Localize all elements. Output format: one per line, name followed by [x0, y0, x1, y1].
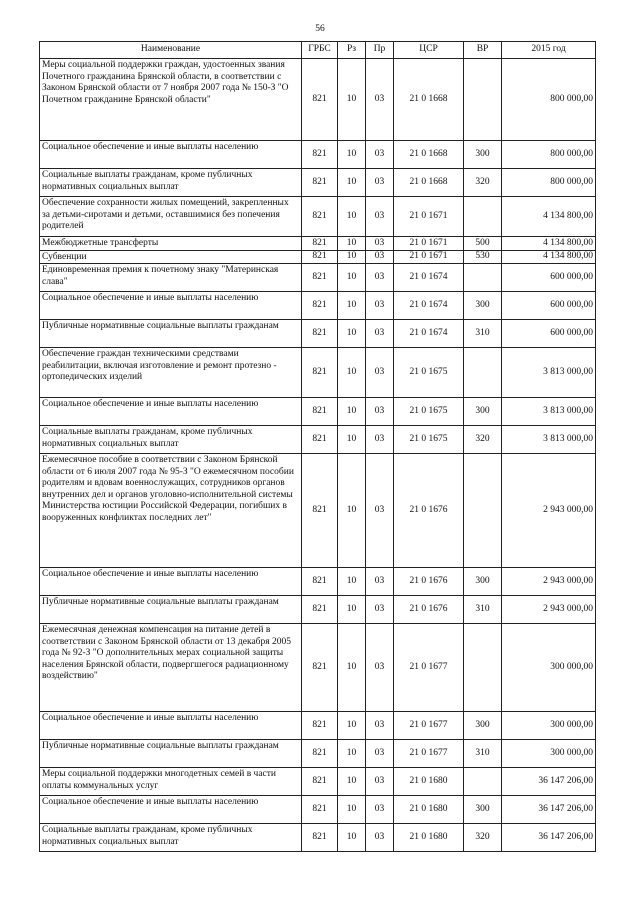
row-name: Социальные выплаты гражданам, кроме публичных нормативных социальных выплат: [40, 169, 302, 197]
row-amount: 2 943 000,00: [502, 568, 596, 596]
row-csr: 21 0 1680: [394, 796, 464, 824]
row-grbs: 821: [302, 141, 338, 169]
row-csr: 21 0 1677: [394, 624, 464, 712]
row-grbs: 821: [302, 768, 338, 796]
row-rz: 10: [338, 712, 366, 740]
table-row: [40, 454, 596, 568]
row-amount: 800 000,00: [502, 59, 596, 141]
table-row: [40, 320, 596, 348]
row-csr: 21 0 1676: [394, 596, 464, 624]
row-amount: 2 943 000,00: [502, 454, 596, 568]
row-csr: 21 0 1677: [394, 712, 464, 740]
table-row: [40, 768, 596, 796]
table-row: [40, 740, 596, 768]
row-amount: 3 813 000,00: [502, 348, 596, 398]
row-rz: 10: [338, 348, 366, 398]
table-row: [40, 624, 596, 712]
table-row: [40, 348, 596, 398]
row-vr: 310: [464, 596, 502, 624]
row-csr: 21 0 1676: [394, 568, 464, 596]
row-name: Меры социальной поддержки многодетных семей в части оплаты коммунальных услуг: [40, 768, 302, 796]
row-amount: 600 000,00: [502, 292, 596, 320]
row-grbs: 821: [302, 292, 338, 320]
row-name: Социальные выплаты гражданам, кроме публичных нормативных социальных выплат: [40, 426, 302, 454]
row-pr: 03: [366, 740, 394, 768]
row-amount: 4 134 800,00: [502, 250, 596, 264]
row-amount: 36 147 206,00: [502, 768, 596, 796]
row-grbs: 821: [302, 454, 338, 568]
row-rz: 10: [338, 398, 366, 426]
row-grbs: 821: [302, 250, 338, 264]
row-grbs: 821: [302, 568, 338, 596]
row-amount: 2 943 000,00: [502, 596, 596, 624]
row-csr: 21 0 1671: [394, 237, 464, 251]
row-pr: 03: [366, 796, 394, 824]
row-csr: 21 0 1676: [394, 454, 464, 568]
row-amount: 600 000,00: [502, 320, 596, 348]
row-csr: 21 0 1675: [394, 426, 464, 454]
row-amount: 300 000,00: [502, 712, 596, 740]
table-row: [40, 398, 596, 426]
row-name: Меры социальной поддержки граждан, удостоенных звания Почетного гражданина Брянской области, в соответствии с Законом Брянской области от 7 ноября 2007 года № 150-З "О Почетном гражданине Брянской области": [40, 59, 302, 141]
table-row: [40, 568, 596, 596]
row-csr: 21 0 1677: [394, 740, 464, 768]
col-header-year: 2015 год: [502, 42, 596, 59]
row-vr: 320: [464, 169, 502, 197]
col-header-csr: ЦСР: [394, 42, 464, 59]
row-csr: 21 0 1668: [394, 141, 464, 169]
row-pr: 03: [366, 348, 394, 398]
row-vr: 310: [464, 320, 502, 348]
table-row: [40, 169, 596, 197]
row-amount: 800 000,00: [502, 141, 596, 169]
row-rz: 10: [338, 796, 366, 824]
row-pr: 03: [366, 169, 394, 197]
row-vr: 300: [464, 292, 502, 320]
table-row: [40, 796, 596, 824]
row-name: Публичные нормативные социальные выплаты гражданам: [40, 740, 302, 768]
row-name: Социальное обеспечение и иные выплаты населению: [40, 712, 302, 740]
row-rz: 10: [338, 320, 366, 348]
row-pr: 03: [366, 596, 394, 624]
col-header-grbs: ГРБС: [302, 42, 338, 59]
row-name: Единовременная премия к почетному знаку "Материнская слава": [40, 264, 302, 292]
row-rz: 10: [338, 624, 366, 712]
row-vr: [464, 454, 502, 568]
row-vr: 320: [464, 824, 502, 852]
row-name: Социальное обеспечение и иные выплаты населению: [40, 568, 302, 596]
page-number: 56: [315, 24, 325, 34]
row-pr: 03: [366, 398, 394, 426]
row-grbs: 821: [302, 59, 338, 141]
row-vr: [464, 624, 502, 712]
row-vr: [464, 197, 502, 237]
row-csr: 21 0 1671: [394, 197, 464, 237]
row-name: Ежемесячная денежная компенсация на питание детей в соответствии с Законом Брянской области от 13 декабря 2005 года № 92-З "О дополнительных мерах социальной защиты населения Брянской области, подвергшегося радиационному воздействию": [40, 624, 302, 712]
row-csr: 21 0 1674: [394, 292, 464, 320]
row-csr: 21 0 1680: [394, 768, 464, 796]
row-rz: 10: [338, 237, 366, 251]
row-grbs: 821: [302, 348, 338, 398]
row-vr: 300: [464, 712, 502, 740]
row-vr: [464, 59, 502, 141]
row-grbs: 821: [302, 264, 338, 292]
row-pr: 03: [366, 250, 394, 264]
row-grbs: 821: [302, 237, 338, 251]
row-csr: 21 0 1680: [394, 824, 464, 852]
row-csr: 21 0 1674: [394, 264, 464, 292]
row-csr: 21 0 1675: [394, 348, 464, 398]
row-pr: 03: [366, 237, 394, 251]
row-name: Социальное обеспечение и иные выплаты населению: [40, 796, 302, 824]
row-rz: 10: [338, 824, 366, 852]
col-header-pr: Пр: [366, 42, 394, 59]
row-pr: 03: [366, 320, 394, 348]
row-rz: 10: [338, 264, 366, 292]
row-name: Обеспечение сохранности жилых помещений, закрепленных за детьми-сиротами и детьми, оставшимися без попечения родителей: [40, 197, 302, 237]
table-row: [40, 141, 596, 169]
row-grbs: 821: [302, 740, 338, 768]
table-row: [40, 824, 596, 852]
row-name: Публичные нормативные социальные выплаты гражданам: [40, 596, 302, 624]
row-grbs: 821: [302, 398, 338, 426]
row-rz: 10: [338, 250, 366, 264]
table-row: [40, 292, 596, 320]
row-vr: 300: [464, 398, 502, 426]
row-vr: 300: [464, 568, 502, 596]
row-rz: 10: [338, 141, 366, 169]
row-vr: 500: [464, 237, 502, 251]
row-csr: 21 0 1671: [394, 250, 464, 264]
row-csr: 21 0 1668: [394, 169, 464, 197]
row-amount: 4 134 800,00: [502, 237, 596, 251]
col-header-vr: ВР: [464, 42, 502, 59]
table-row: [40, 237, 596, 251]
row-rz: 10: [338, 740, 366, 768]
budget-table: [39, 41, 596, 852]
row-vr: 300: [464, 141, 502, 169]
row-pr: 03: [366, 454, 394, 568]
row-amount: 800 000,00: [502, 169, 596, 197]
row-vr: 310: [464, 740, 502, 768]
row-amount: 600 000,00: [502, 264, 596, 292]
row-amount: 3 813 000,00: [502, 398, 596, 426]
table-row: [40, 59, 596, 141]
row-rz: 10: [338, 596, 366, 624]
table-header-row: [40, 42, 596, 59]
row-vr: 300: [464, 796, 502, 824]
row-rz: 10: [338, 768, 366, 796]
row-vr: [464, 348, 502, 398]
row-amount: 3 813 000,00: [502, 426, 596, 454]
row-csr: 21 0 1675: [394, 398, 464, 426]
row-grbs: 821: [302, 426, 338, 454]
row-vr: [464, 264, 502, 292]
row-csr: 21 0 1668: [394, 59, 464, 141]
row-rz: 10: [338, 169, 366, 197]
row-pr: 03: [366, 824, 394, 852]
row-grbs: 821: [302, 197, 338, 237]
row-amount: 4 134 800,00: [502, 197, 596, 237]
row-grbs: 821: [302, 596, 338, 624]
row-rz: 10: [338, 197, 366, 237]
row-name: Субвенции: [40, 250, 302, 264]
row-vr: 530: [464, 250, 502, 264]
row-grbs: 821: [302, 712, 338, 740]
row-pr: 03: [366, 568, 394, 596]
row-csr: 21 0 1674: [394, 320, 464, 348]
row-amount: 300 000,00: [502, 740, 596, 768]
row-name: Межбюджетные трансферты: [40, 237, 302, 251]
table-row: [40, 197, 596, 237]
row-grbs: 821: [302, 824, 338, 852]
row-name: Социальное обеспечение и иные выплаты населению: [40, 141, 302, 169]
row-name: Социальные выплаты гражданам, кроме публичных нормативных социальных выплат: [40, 824, 302, 852]
row-rz: 10: [338, 426, 366, 454]
col-header-rz: Рз: [338, 42, 366, 59]
row-pr: 03: [366, 264, 394, 292]
row-name: Социальное обеспечение и иные выплаты населению: [40, 292, 302, 320]
row-pr: 03: [366, 197, 394, 237]
table-row: [40, 264, 596, 292]
row-rz: 10: [338, 59, 366, 141]
row-amount: 300 000,00: [502, 624, 596, 712]
row-pr: 03: [366, 768, 394, 796]
row-vr: 320: [464, 426, 502, 454]
row-pr: 03: [366, 712, 394, 740]
row-pr: 03: [366, 292, 394, 320]
row-pr: 03: [366, 59, 394, 141]
row-name: Обеспечение граждан техническими средствами реабилитации, включая изготовление и ремонт протезно - ортопедических изделий: [40, 348, 302, 398]
table-row: [40, 596, 596, 624]
row-grbs: 821: [302, 320, 338, 348]
row-amount: 36 147 206,00: [502, 824, 596, 852]
row-name: Ежемесячное пособие в соответствии с Законом Брянской области от 6 июля 2007 года № 95-З "О ежемесячном пособии родителям и вдовам военнослужащих, сотрудников органов внутренних дел и органов уголовно-исполнительной системы Министерства юстиции Российской Федерации, погибших в вооруженных конфликтах последних лет": [40, 454, 302, 568]
row-name: Публичные нормативные социальные выплаты гражданам: [40, 320, 302, 348]
row-grbs: 821: [302, 796, 338, 824]
row-pr: 03: [366, 141, 394, 169]
row-pr: 03: [366, 624, 394, 712]
row-rz: 10: [338, 454, 366, 568]
table-row: [40, 426, 596, 454]
row-grbs: 821: [302, 624, 338, 712]
table-row: [40, 250, 596, 264]
row-name: Социальное обеспечение и иные выплаты населению: [40, 398, 302, 426]
row-rz: 10: [338, 568, 366, 596]
col-header-name: Наименование: [40, 42, 302, 59]
row-amount: 36 147 206,00: [502, 796, 596, 824]
row-pr: 03: [366, 426, 394, 454]
row-rz: 10: [338, 292, 366, 320]
table-row: [40, 712, 596, 740]
row-grbs: 821: [302, 169, 338, 197]
row-vr: [464, 768, 502, 796]
